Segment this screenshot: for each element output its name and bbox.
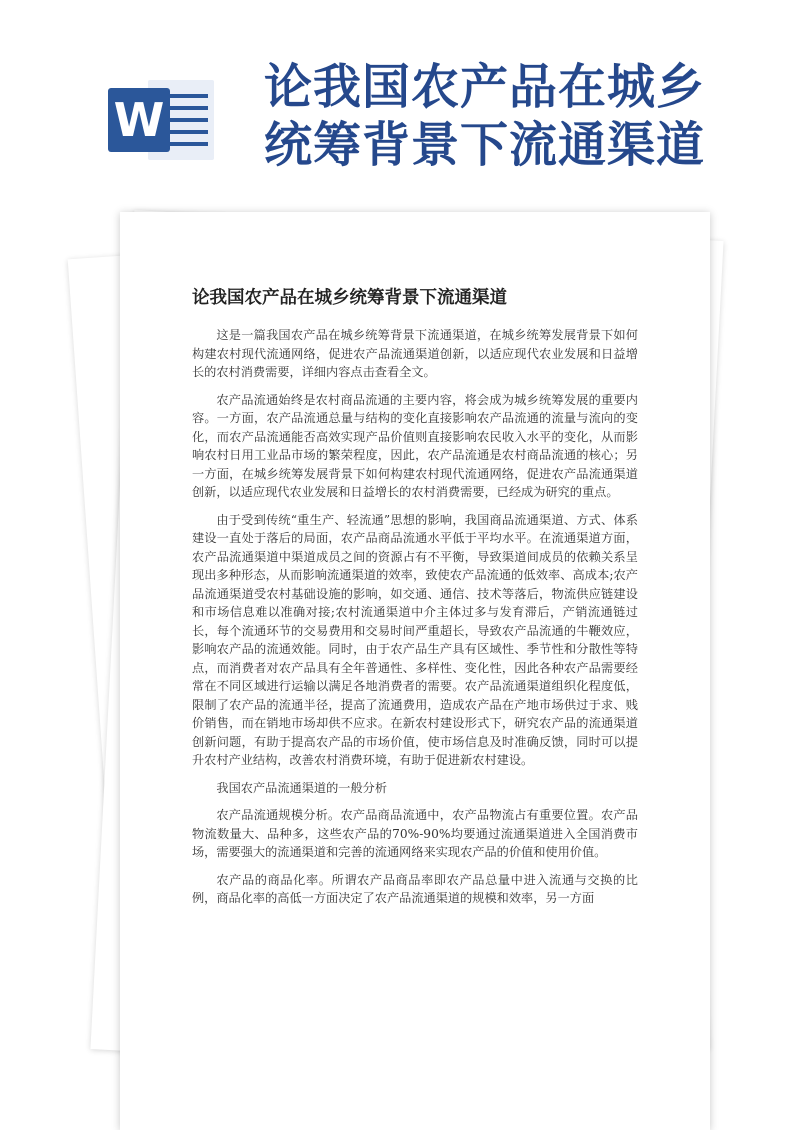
- paragraph-scale: 农产品流通规模分析。农产品商品流通中，农产品物流占有重要位置。农产品物流数量大、品种多，这些农产品的70%-90%均要通过流通渠道进入全国消费市场，需要强大的流通渠道和完善的流通网络来实现农产品的价值和使用价值。: [192, 808, 638, 859]
- paragraph-commercialization: 农产品的商品化率。所谓农产品商品率即农产品总量中进入流通与交换的比例，商品化率的高低一方面决定了农产品流通渠道的规模和效率，另一方面: [192, 872, 638, 905]
- logo-letter: W: [108, 88, 170, 152]
- page-header: [0, 0, 800, 200]
- section-heading: 我国农产品流通渠道的一般分析: [216, 780, 388, 795]
- paragraph-problems: 由于受到传统“重生产、轻流通”思想的影响，我国商品流通渠道、方式、体系建设一直处于落后的局面，农产品商品流通水平低于平均水平。在流通渠道方面，农产品流通渠道中渠道成员之间的资源占有不平衡，导致渠道间成员的依赖关系呈现出多种形态，从而影响流通渠道的效率，致使农产品流通的低效率、高成本;农产品流通渠道受农村基础设施的影响，如交通、通信、技术等落后，物流供应链建设和市场信息难以准确对接;农村流通渠道中介主体过多与发育滞后，产销流通链过长，每个流通环节的交易费用和交易时间严重超长，导致农产品流通的牛鞭效应，影响农产品的流通效能。同时，由于农产品生产具有区域性、季节性和分散性等特点，而消费者对农产品具有全年普通性、多样性、变化性，因此各种农产品需要经常在不同区域进行运输以满足各地消费者的需要。农产品流通渠道组织化程度低，限制了农产品的流通半径，提高了流通费用，造成农产品在产地市场供过于求、贱价销售，而在销地市场却供不应求。在新农村建设形式下，研究农产品的流通渠道创新问题，有助于提高农产品的市场价值，使市场信息及时准确反馈，同时可以提升农村产业结构，改善农村消费环境，有助于促进新农村建设。: [192, 512, 638, 767]
- document-title: 论我国农产品在城乡统筹背景下流通渠道: [192, 288, 507, 308]
- paragraph-intro: 这是一篇我国农产品在城乡统筹背景下流通渠道，在城乡统筹发展背景下如何构建农村现代流通网络，促进农产品流通渠道创新，以适应现代农业发展和日益增长的农村消费需要，详细内容点击查看全文。: [192, 328, 638, 379]
- document-page: [120, 212, 710, 1130]
- document-body: [192, 326, 638, 917]
- header-title: 论我国农产品在城乡统筹背景下流通渠道: [264, 59, 706, 173]
- word-document-icon: [108, 70, 220, 170]
- paragraph-importance: 农产品流通始终是农村商品流通的主要内容，将会成为城乡统筹发展的重要内容。一方面，农产品流通总量与结构的变化直接影响农产品流通的流量与流向的变化，而农产品流通能否高效实现产品价值则直接影响农民收入水平的变化，从而影响农村日用工业品市场的繁荣程度，因此，农产品流通是农村商品流通的核心；另一方面，在城乡统筹发展背景下如何构建农村现代流通网络，促进农产品流通渠道创新，以适应现代农业发展和日益增长的农村消费需要，已经成为研究的重点。: [192, 392, 638, 499]
